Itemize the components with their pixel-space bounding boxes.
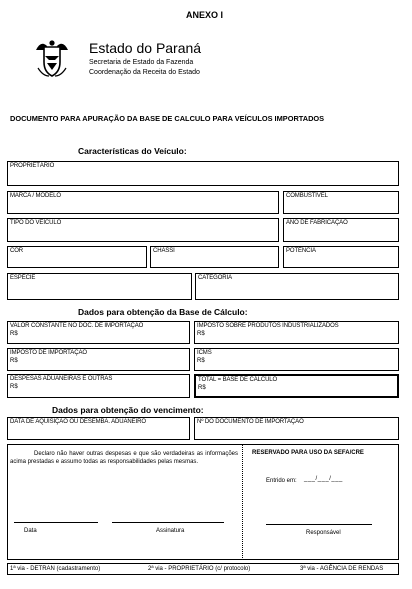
fuel-label: COMBUSTÍVEL [286, 193, 328, 199]
icms-currency: R$ [197, 358, 205, 364]
coordenacao-name: Coordenação da Receita do Estado [89, 69, 200, 76]
category-label: CATEGORIA [198, 275, 232, 281]
customs-expenses-label: DESPESAS ADUANEIRAS E OUTRAS [10, 376, 113, 382]
date-caption: Data [24, 528, 37, 534]
import-doc-number-label: Nº DO DOCUMENTO DE IMPORTAÇÃO [197, 419, 304, 425]
total-base-field[interactable] [194, 374, 399, 398]
customs-expenses-currency: R$ [10, 384, 18, 390]
color-field[interactable] [7, 246, 147, 268]
owner-field[interactable] [7, 161, 399, 186]
icms-field[interactable] [194, 348, 399, 371]
reserved-entry-label: Entrido em: [266, 478, 297, 484]
vehicle-type-label: TIPO DO VEÍCULO [10, 220, 62, 226]
document-title: DOCUMENTO PARA APURAÇÃO DA BASE DE CALCULO PARA VEÍCULOS IMPORTADOS [10, 114, 325, 123]
year-label: ANO DE FABRICAÇÃO [286, 220, 348, 226]
reserved-title: RESERVADO PARA USO DA SEFA/CRE [252, 450, 364, 456]
import-value-field[interactable] [7, 321, 190, 344]
year-field[interactable] [283, 218, 399, 242]
total-base-currency: R$ [198, 385, 206, 391]
make-model-field[interactable] [7, 191, 279, 214]
chassis-label: CHASSI [153, 248, 175, 254]
ipi-label: IMPOSTO SOBRE PRODUTOS INDUSTRIALIZADOS [197, 323, 339, 329]
signature-caption: Assinatura [156, 528, 185, 534]
responsible-line [266, 524, 372, 525]
footer-copies [7, 563, 399, 575]
power-label: POTÊNCIA [286, 248, 316, 254]
date-line [14, 522, 98, 523]
declaration-divider [242, 444, 243, 560]
copy-2-owner: 2ª via - PROPRIETÁRIO (c/ protocolo) [148, 566, 251, 572]
section-calc-title: Dados para obtenção da Base de Cálculo: [78, 307, 248, 317]
vehicle-type-field[interactable] [7, 218, 279, 242]
power-field[interactable] [283, 246, 399, 268]
acquisition-date-label: DATA DE AQUISIÇÃO OU DESEMBA. ADUANEIRO [10, 419, 146, 425]
copy-3-agency: 3ª via - AGÊNCIA DE RENDAS [300, 566, 384, 572]
section-due-title: Dados para obtenção do vencimento: [52, 405, 204, 415]
import-value-currency: R$ [10, 331, 18, 337]
ipi-field[interactable] [194, 321, 399, 344]
category-field[interactable] [195, 273, 399, 300]
import-tax-label: IMPOSTO DE IMPORTAÇÃO [10, 350, 87, 356]
section-vehicle-title: Características do Veículo: [78, 146, 187, 156]
chassis-field[interactable] [150, 246, 279, 268]
color-label: COR [10, 248, 24, 254]
reserved-entry-date[interactable]: ___/___/___ [304, 476, 343, 482]
make-model-label: MARCA / MODELO [10, 193, 61, 199]
responsible-caption: Responsável [306, 530, 341, 536]
species-field[interactable] [7, 273, 192, 300]
state-name: Estado do Paraná [89, 40, 202, 56]
import-value-label: VALOR CONSTANTE NO DOC. DE IMPORTAÇÃO [10, 323, 144, 329]
declaration-text: Declaro não haver outras despesas e que são verdadeiras as informações acima prestadas e assumo todas as responsabilidades pelas mesmas. [10, 451, 238, 465]
secretaria-name: Secretaria de Estado da Fazenda [89, 59, 194, 66]
import-doc-number-field[interactable] [194, 417, 399, 440]
icms-label: ICMS [197, 350, 212, 356]
import-tax-field[interactable] [7, 348, 190, 371]
import-tax-currency: R$ [10, 358, 18, 364]
copy-1-detran: 1ª via - DETRAN (cadastramento) [10, 566, 101, 572]
annex-label: ANEXO I [186, 10, 224, 20]
acquisition-date-field[interactable] [7, 417, 190, 440]
species-label: ESPÉCIE [10, 275, 36, 281]
total-base-label: TOTAL = BASE DE CÁLCULO [198, 377, 278, 383]
customs-expenses-field[interactable] [7, 374, 190, 398]
fuel-field[interactable] [283, 191, 399, 214]
parana-coat-of-arms-icon [33, 38, 71, 80]
owner-label: PROPRIETÁRIO [10, 163, 55, 169]
signature-line [112, 522, 224, 523]
ipi-currency: R$ [197, 331, 205, 337]
